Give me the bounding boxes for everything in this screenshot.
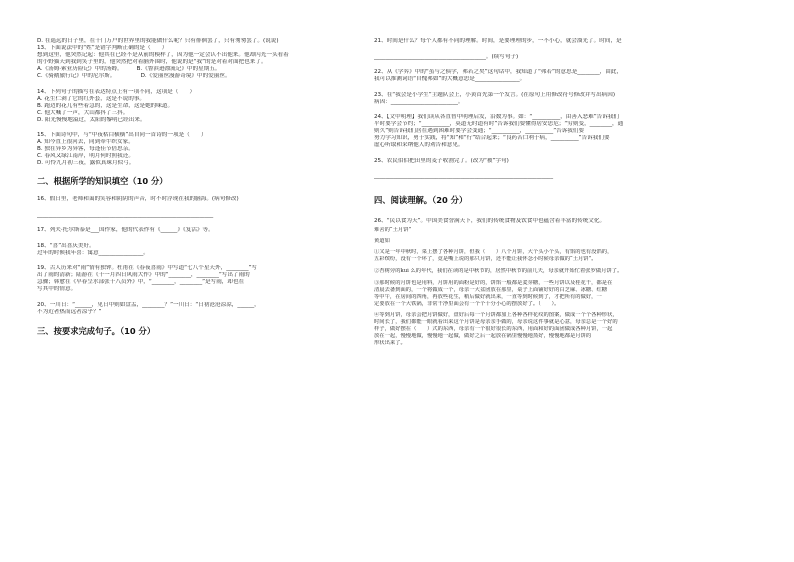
reading-line: ④等到月饼，母亲会把月饼做好，盘好后每一个月饼都加上各种各样花纹的图案，做成一个个各种形状， bbox=[374, 312, 618, 319]
text-line: D. 阳光慢慢地溢过，太阳的黎明已经出来。 bbox=[37, 116, 146, 123]
line-gap bbox=[37, 219, 367, 228]
reading-line: 放在一起，慢慢地做，慢慢地一起做，做好之后一起放在锅里慢慢地蒸好，慢慢地都是月饼的 bbox=[374, 333, 592, 340]
text-line: A.《汤姆·索亚历险记》中的汤姆。 B.《鲁滨逊漂流记》中的星期五。 bbox=[37, 66, 221, 72]
reading-passage bbox=[374, 249, 766, 347]
line-gap bbox=[37, 293, 367, 302]
section-heading-4: 四、阅读理解。（20 分） bbox=[374, 195, 468, 205]
text-line: 病因：________________________。 bbox=[374, 98, 464, 105]
text-line: 19、古人历来对“雨”情有独钟。杜甫在《春夜喜雨》中写道“七八个星天外，________”写 bbox=[37, 265, 258, 271]
text-line: 22、从《学弈》中的“虽与之俱学，弗若之矣”这句话中，我知道了“弗若”的意思是________，由此， bbox=[374, 69, 623, 75]
text-line: 写其中的情意。 bbox=[37, 286, 77, 292]
text-line: 则久”则告诉我们居在遇到困难时要学会变通；“__________，__________”告诉我们要 bbox=[374, 128, 585, 134]
text-line: D. 在遥远的日子里，在千门万户的世界里的我能做什么呢？只有徘徊罢了，只有匆匆罢了。(说说) bbox=[37, 38, 279, 44]
line-gap bbox=[37, 80, 367, 89]
line-gap bbox=[37, 203, 367, 212]
text-line: _______________________________________________________________ bbox=[37, 211, 214, 218]
reading-line: 时间长了，我们都能一眼就看出来这个月饼是母亲亲手做的，母亲说这件事就是心意，母亲总是一个好的 bbox=[374, 319, 618, 326]
line-gap bbox=[374, 106, 766, 115]
text-line: 想到这里，他突然记起：他其在已经不是从前的模样了，因为他一定会认不出他来。他却闪光一头看着 bbox=[37, 52, 289, 58]
left-top-block bbox=[37, 38, 367, 167]
right-column bbox=[374, 38, 766, 347]
line-gap bbox=[37, 124, 367, 133]
reading-author: 黄道如 bbox=[374, 238, 390, 244]
text-line: B. 独在异乡为异客，每逢佳节倍思亲。 bbox=[37, 146, 134, 152]
reading-line: 定要放在一个大铁锅，非常干净里面会有一个个十分小心的摆放好了。（ ）。 bbox=[374, 300, 560, 307]
reading-line: 等中午，在房间的四角，再放些花生，稍后做好就出来，一直等到时候到了，才把所有的做好，一 bbox=[374, 293, 602, 300]
left-mid-block bbox=[37, 196, 367, 316]
question-26: 26、“民以食为天”。中国美食誉满天下，我们的传统食物及饮食中也蕴含着丰富的传统文化。 bbox=[374, 218, 606, 224]
text-line: A. 知今直上很河去，同到牵牛织女家。 bbox=[37, 139, 134, 145]
text-line: A. 花生仁剥了它的红外套，这是不说的事。 bbox=[37, 95, 145, 102]
text-line: 25、农民伯伯把田里的麦子收割完了。(改为“被”字句) bbox=[374, 157, 509, 164]
section-heading-2: 二、根据所学的知识填空（10 分） bbox=[37, 176, 168, 186]
line-gap bbox=[374, 165, 766, 174]
reading-line: ③那时候的月饼也是用料，月饼用的面粉是好的，饼馅一般都是麦芽糖，一些月饼以及桂花干，都是在 bbox=[374, 279, 613, 286]
text-line: 努力学习知识，勇于实践，将“知”和“行”结合起来；“良药苦口利于病，__________”告诉我们要 bbox=[374, 135, 610, 141]
text-line: 我可以推测词语“自愧弗如”的大概意思是________________。 bbox=[374, 76, 526, 82]
reading-line: ①又是一年中秋时，菜上摆了各种月饼，但我（ ）八个月饼，大个头小个头，有馅的也有没馅的， bbox=[374, 249, 613, 255]
text-line: 出了雨的清新；陆游在《十一月四日风雨大作》中的“________，________”写出了雨的 bbox=[37, 272, 250, 278]
text-line: 21、时间是什么？每个人都有不同的理解。时间，是要理理的步，一不小心，就会溜光了。时间，是 bbox=[374, 38, 622, 44]
text-line: 不为近者热而远者凉乎？” bbox=[37, 308, 102, 315]
text-line: 过年的时候我年喜：寓意________________。 bbox=[37, 249, 149, 256]
line-gap bbox=[37, 234, 367, 243]
text-line: 17、列夫·托尔斯泰是___国作家，他的代表作有《______》《复活》等。 bbox=[37, 227, 214, 233]
text-line: 15、下面诗句中，与“中夜枯白横横”出自同一首诗的一项是（ ） bbox=[37, 132, 207, 138]
text-line: C. 他大喊了一声，大山都抖了三抖。 bbox=[37, 109, 129, 116]
text-line: C.《骑鹅旅行记》中的尼尔斯。 D.《爱丽丝漫游奇境》中的爱丽丝。 bbox=[37, 73, 231, 79]
text-line: ________________________________________。(续写句子) bbox=[374, 53, 519, 60]
text-line: ________________________________________________________________ bbox=[374, 173, 553, 179]
reading-title: 难舍的“土月饼” bbox=[374, 227, 412, 233]
text-line: 23、在“我会是小学生”主题队会上，小黄首先第一个发言。(在原句上用修改符号修改并写出病因) bbox=[374, 91, 616, 98]
text-line: 13、下面说法中的“姓”是错字判断正确的是（ ） bbox=[37, 45, 168, 51]
text-line: 的小野猫天到我到笑子里的，他突然把对着脑外围时，他说的是“我”的是对着对面把也来了。 bbox=[37, 59, 267, 65]
reading-line: 五彩缤纷，没有一个坏了，竟是嘴上说的那只月饼，还不能让我怀念小时候母亲做的“土月饼”。 bbox=[374, 256, 597, 262]
line-gap bbox=[374, 83, 766, 92]
reading-line: 清晨去备到面的，一个将做成一个，母亲一大盆团放在那里，桌子上面铺好好的白芝麻、冰糖、红糖 bbox=[374, 286, 608, 293]
line-gap bbox=[37, 257, 367, 266]
reading-line: 样子，做好摆在（ ）式的东西，母亲有一个很好很长的东西，用面和好的面团做成各种月饼，一起 bbox=[374, 326, 613, 333]
right-top-block bbox=[374, 38, 766, 180]
reading-line: 形状出来了。 bbox=[374, 340, 406, 347]
text-line: 18、“喜”出喜庆美好。 bbox=[37, 242, 95, 249]
text-line: 14、下列句子的描写在表达特点上有一项不同，这项是（ ） bbox=[37, 88, 196, 95]
line-gap bbox=[374, 45, 766, 54]
text-line: 20、一川日：“______，见日中则如盘盂，________？”一川日：“日初沧沧凉凉，______， bbox=[37, 301, 260, 308]
text-line: 急骤；韩愈在《早春呈水部张十八员外》中，“________，________”是写雨，却也在 bbox=[37, 279, 245, 285]
text-line: B. 跑边的花儿有些着急的，这是生命，这是她的味道。 bbox=[37, 102, 174, 109]
line-gap bbox=[374, 61, 766, 70]
text-line: 平时要学会节约；“__________，莫道无时道有时”告诉我们要懂得居安思危；“穷则变，________，通 bbox=[374, 121, 624, 127]
text-line: 24、【文中明理】我们读从各直智中明理启发，沿数为事。如：“__________，由善入恶难”告诉我们 bbox=[374, 114, 620, 120]
text-line: C. 春风又绿江南岸，明月何时照我还。 bbox=[37, 153, 134, 159]
section-heading-3: 三、按要求完成句子。（10 分） bbox=[37, 325, 156, 336]
text-line: 16、假日里，老师和蔼的笑容和阴阴的声音，时不时浮现在我的脑海。(病句修改) bbox=[37, 196, 239, 202]
text-line: D. 可怜九月初三夜，露似真珠月似弓。 bbox=[37, 160, 135, 166]
text-line: 虚心听取和采纳他人的劝告和意见。 bbox=[374, 142, 464, 148]
line-gap bbox=[374, 149, 766, 158]
reading-line: ②杏树旁的kuì 么的年代，我们在读的是中秋节的，居然中秋节的前几天，母亲就开始忙着张罗做月饼了。 bbox=[374, 267, 623, 274]
left-column bbox=[37, 38, 367, 336]
